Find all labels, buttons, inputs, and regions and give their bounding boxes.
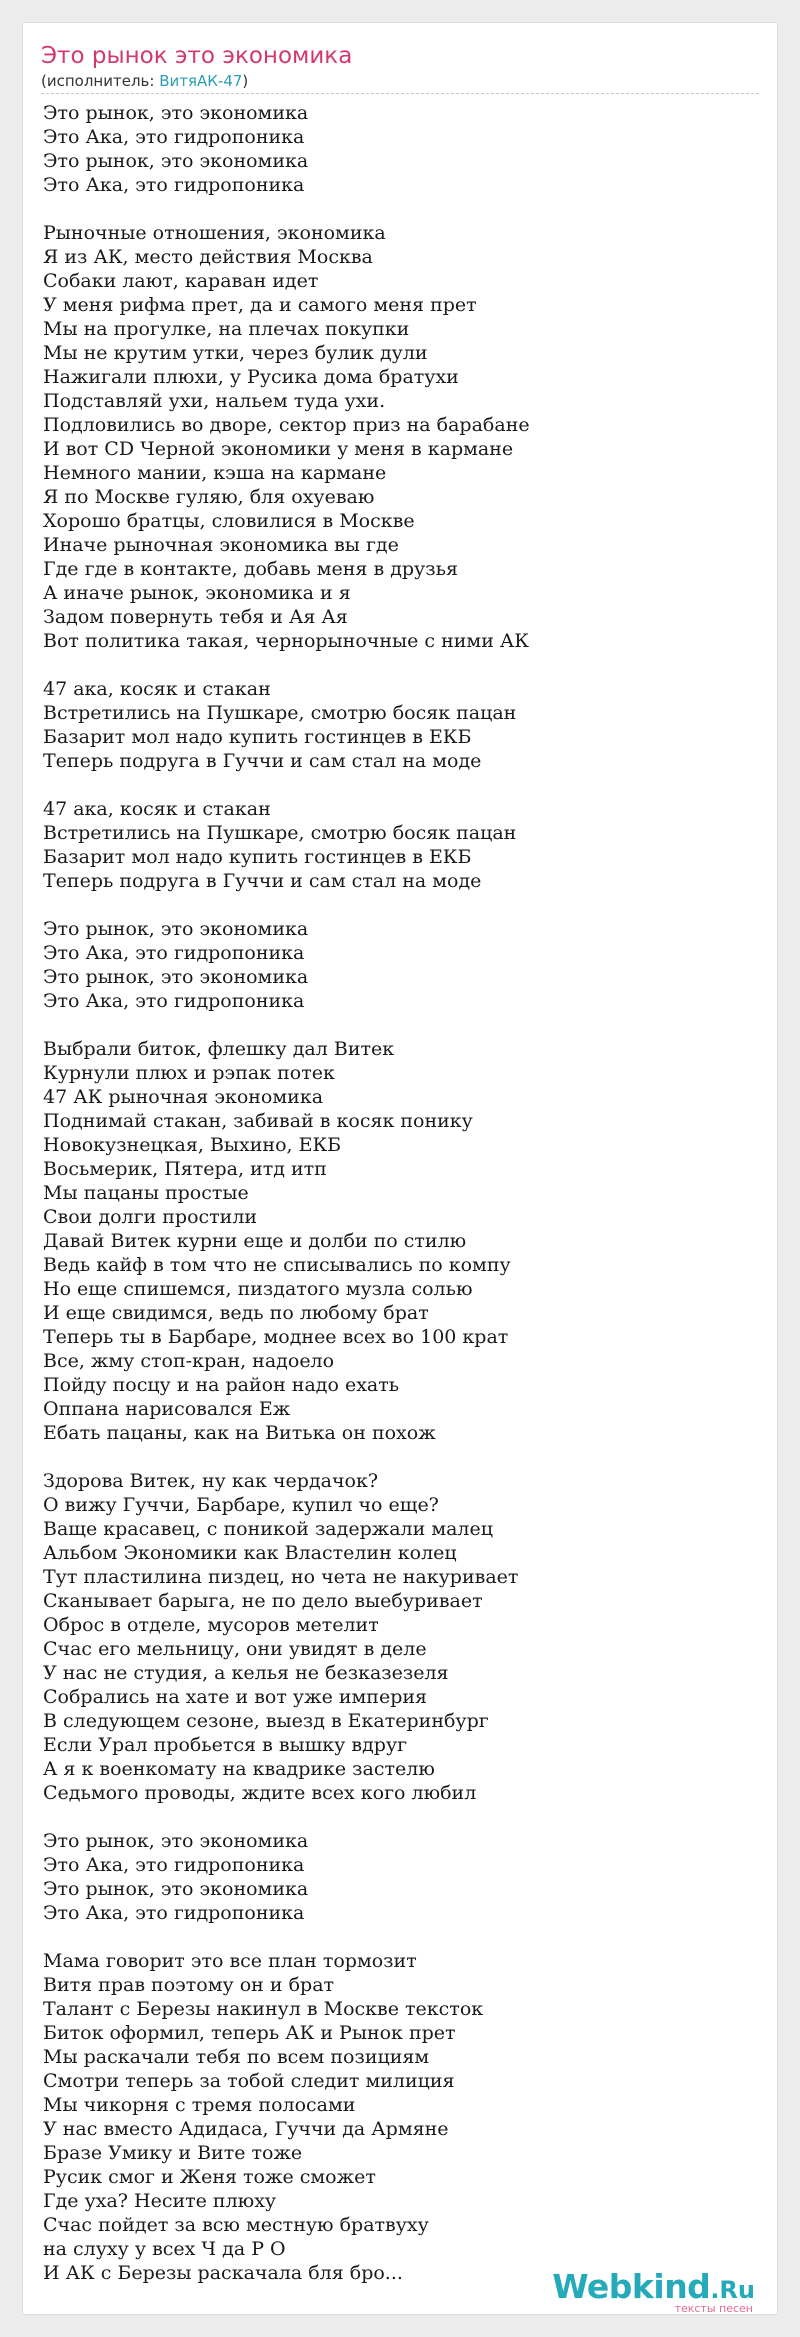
logo-tagline: тексты песен (674, 2302, 753, 2315)
song-title: Это рынок это экономика (41, 43, 353, 69)
artist-prefix: (исполнитель: (41, 72, 160, 90)
site-logo[interactable] (552, 2269, 755, 2315)
artist-line (41, 71, 248, 91)
artist-suffix: ) (242, 72, 249, 90)
title-divider (41, 93, 759, 94)
lyrics-text: Это рынок, это экономика Это Ака, это гидропоника Это рынок, это экономика Это Ака, это гидропоника Рыночные отношения, экономика Я из АК, место действия Москва Собаки лают, караван идет У меня рифма прет, да и самого меня прет Мы на прогулке, на плечах покупки Мы не крутим утки, через булик дули Нажигали плюхи, у Русика дома братухи Подставляй ухи, нальем туда ухи. Подловились во дворе, сектор приз на барабане И вот CD Черной экономики у меня в кармане Немного мании, кэша на кармане Я по Москве гуляю, бля охуеваю Хорошо братцы, словилися в Москве Иначе рыночная экономика вы где Где где в контакте, добавь меня в друзья А иначе рынок, экономика и я Задом повернуть тебя и Ая Ая Вот политика такая, чернорыночные с ними АК 47 ака, косяк и стакан Встретились на Пушкаре, смотрю босяк пацан Базарит мол надо купить гостинцев в ЕКБ Теперь подруга в Гуччи и сам стал на моде 47 ака, косяк и стакан Встретились на Пушкаре, смотрю босяк пацан Базарит мол надо купить гостинцев в ЕКБ Теперь подруга в Гуччи и сам стал на моде Это рынок, это экономика Это Ака, это гидропоника Это рынок, это экономика Это Ака, это гидропоника Выбрали биток, флешку дал Витек Курнули плюх и рэпак потек 47 АК рыночная экономика Поднимай стакан, забивай в косяк понику Новокузнецкая, Выхино, ЕКБ Восьмерик, Пятера, итд итп Мы пацаны простые Свои долги простили Давай Витек курни еще и долби по стилю Ведь кайф в том что не списывались по компу Но еще спишемся, пиздатого музла солью И еще свидимся, ведь по любому брат Теперь ты в Барбаре, моднее всех во 100 крат Все, жму стоп-кран, надоело Пойду посцу и на район надо ехать Оппана нарисовался Еж Ебать пацаны, как на Витька он похож Здорова Витек, ну как чердачок? О вижу Гуччи, Барбаре, купил чо еще? Ваще красавец, с поникой задержали малец Альбом Экономики как Властелин колец Тут пластилина пиздец, но чета не накуривает Сканывает барыга, не по дело выебуривает Оброс в отделе, мусоров метелит Счас его мельницу, они увидят в деле У нас не студия, а келья не безказезеля Собрались на хате и вот уже империя В следующем сезоне, выезд в Екатеринбург Если Урал пробьется в вышку вдруг А я к военкомату на квадрике застелю Седьмого проводы, ждите всех кого любил Это рынок, это экономика Это Ака, это гидропоника Это рынок, это экономика Это Ака, это гидропоника Мама говорит это все план тормозит Витя прав поэтому он и брат Талант с Березы накинул в Москве тексток Биток оформил, теперь АК и Рынок прет Мы раскачали тебя по всем позициям Смотри теперь за тобой следит милиция Мы чикорня с тремя полосами У нас вместо Адидаса, Гуччи да Армяне Бразе Умику и Вите тоже Русик смог и Женя тоже сможет Где уха? Несите плюху Счас пойдет за всю местную братвуху на слуху у всех Ч да Р О И АК с Березы раскачала бля бро... (43, 102, 530, 2284)
logo-tld: .Ru (710, 2276, 755, 2304)
artist-link[interactable]: ВитяАК-47 (159, 72, 243, 90)
logo-name: Webkind (552, 2267, 711, 2306)
lyrics-card (22, 22, 778, 2315)
